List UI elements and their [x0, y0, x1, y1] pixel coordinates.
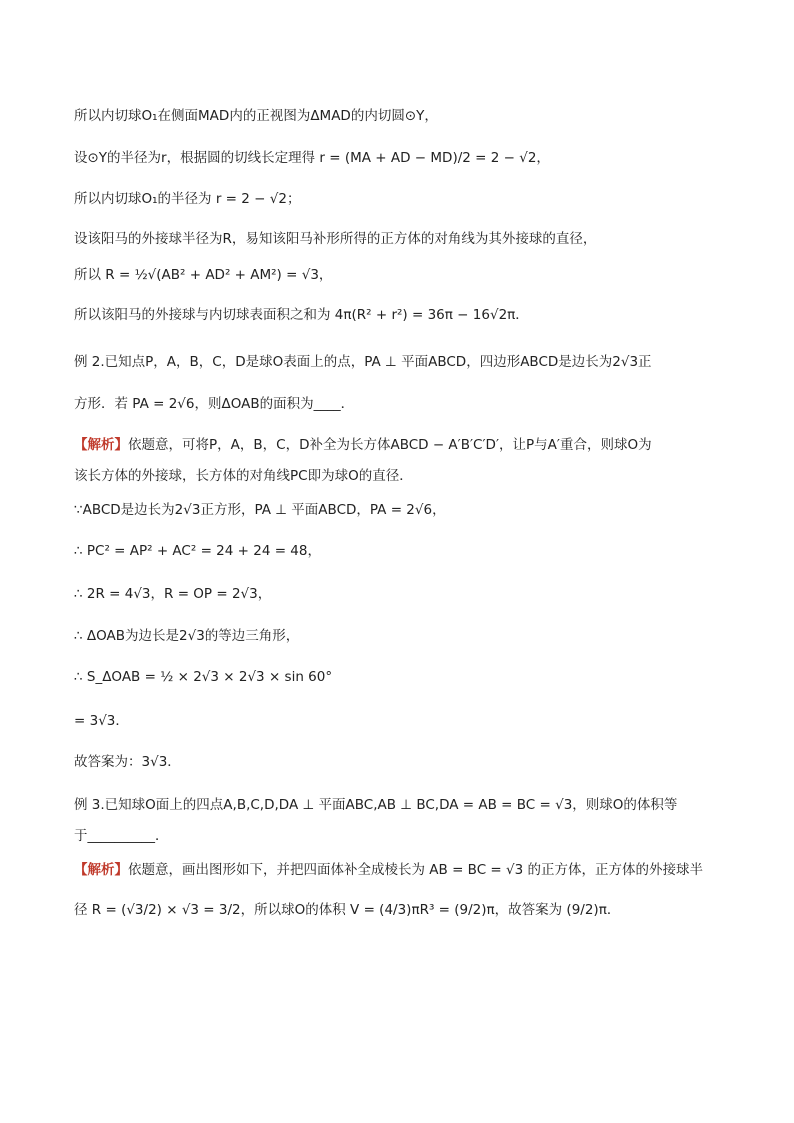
text-line: 于__________．: [74, 828, 169, 844]
text-line: 设⊙Y的半径为r，根据圆的切线长定理得 r = (MA + AD − MD)/2 = 2 − √2，: [74, 150, 550, 166]
analysis-line: [74, 435, 724, 455]
text-line: 所以 R = ½√(AB² + AD² + AM²) = √3，: [74, 267, 333, 283]
text-line: ∴ PC² = AP² + AC² = 24 + 24 = 48，: [74, 543, 321, 559]
analysis-tag: 【解析】: [74, 862, 128, 878]
analysis-tag: 【解析】: [74, 437, 128, 453]
text-line: 设该阳马的外接球半径为R，易知该阳马补形所得的正方体的对角线为其外接球的直径，: [74, 231, 597, 247]
text-line: 该长方体的外接球，长方体的对角线PC即为球O的直径．: [74, 468, 413, 484]
text-line: ∴ 2R = 4√3，R = OP = 2√3，: [74, 586, 272, 602]
text-line: 所以内切球O₁在侧面MAD内的正视图为ΔMAD的内切圆⊙Y，: [74, 108, 438, 124]
text-line: ∵ABCD是边长为2√3正方形，PA ⊥ 平面ABCD，PA = 2√6，: [74, 502, 446, 518]
text-line: 所以内切球O₁的半径为 r = 2 − √2；: [74, 191, 301, 207]
text-line: ∴ ΔOAB为边长是2√3的等边三角形，: [74, 628, 300, 644]
analysis-line: [74, 860, 724, 880]
text-line: 故答案为：3√3．: [74, 754, 181, 770]
text-line: ∴ S_ΔOAB = ½ × 2√3 × 2√3 × sin 60°: [74, 669, 333, 685]
text-line: 径 R = (√3/2) × √3 = 3/2，所以球O的体积 V = (4/3)πR³ = (9/2)π，故答案为 (9/2)π．: [74, 902, 621, 918]
text-line: 所以该阳马的外接球与内切球表面积之和为 4π(R² + r²) = 36π − 16√2π．: [74, 307, 529, 323]
analysis-text: 依题意，画出图形如下，并把四面体补全成棱长为 AB = BC = √3 的正方体，正方体的外接球半: [128, 862, 704, 878]
text-line: 方形．若 PA = 2√6，则ΔOAB的面积为____．: [74, 396, 355, 412]
text-line: = 3√3．: [74, 713, 129, 729]
text-line: 例 2.已知点P，A，B，C，D是球O表面上的点，PA ⊥ 平面ABCD，四边形ABCD是边长为2√3正: [74, 354, 652, 370]
analysis-text: 依题意，可将P，A，B，C，D补全为长方体ABCD − A′B′C′D′，让P与A′重合，则球O为: [128, 437, 652, 453]
text-line: 例 3.已知球O面上的四点A,B,C,D,DA ⊥ 平面ABC,AB ⊥ BC,DA = AB = BC = √3，则球O的体积等: [74, 797, 678, 813]
